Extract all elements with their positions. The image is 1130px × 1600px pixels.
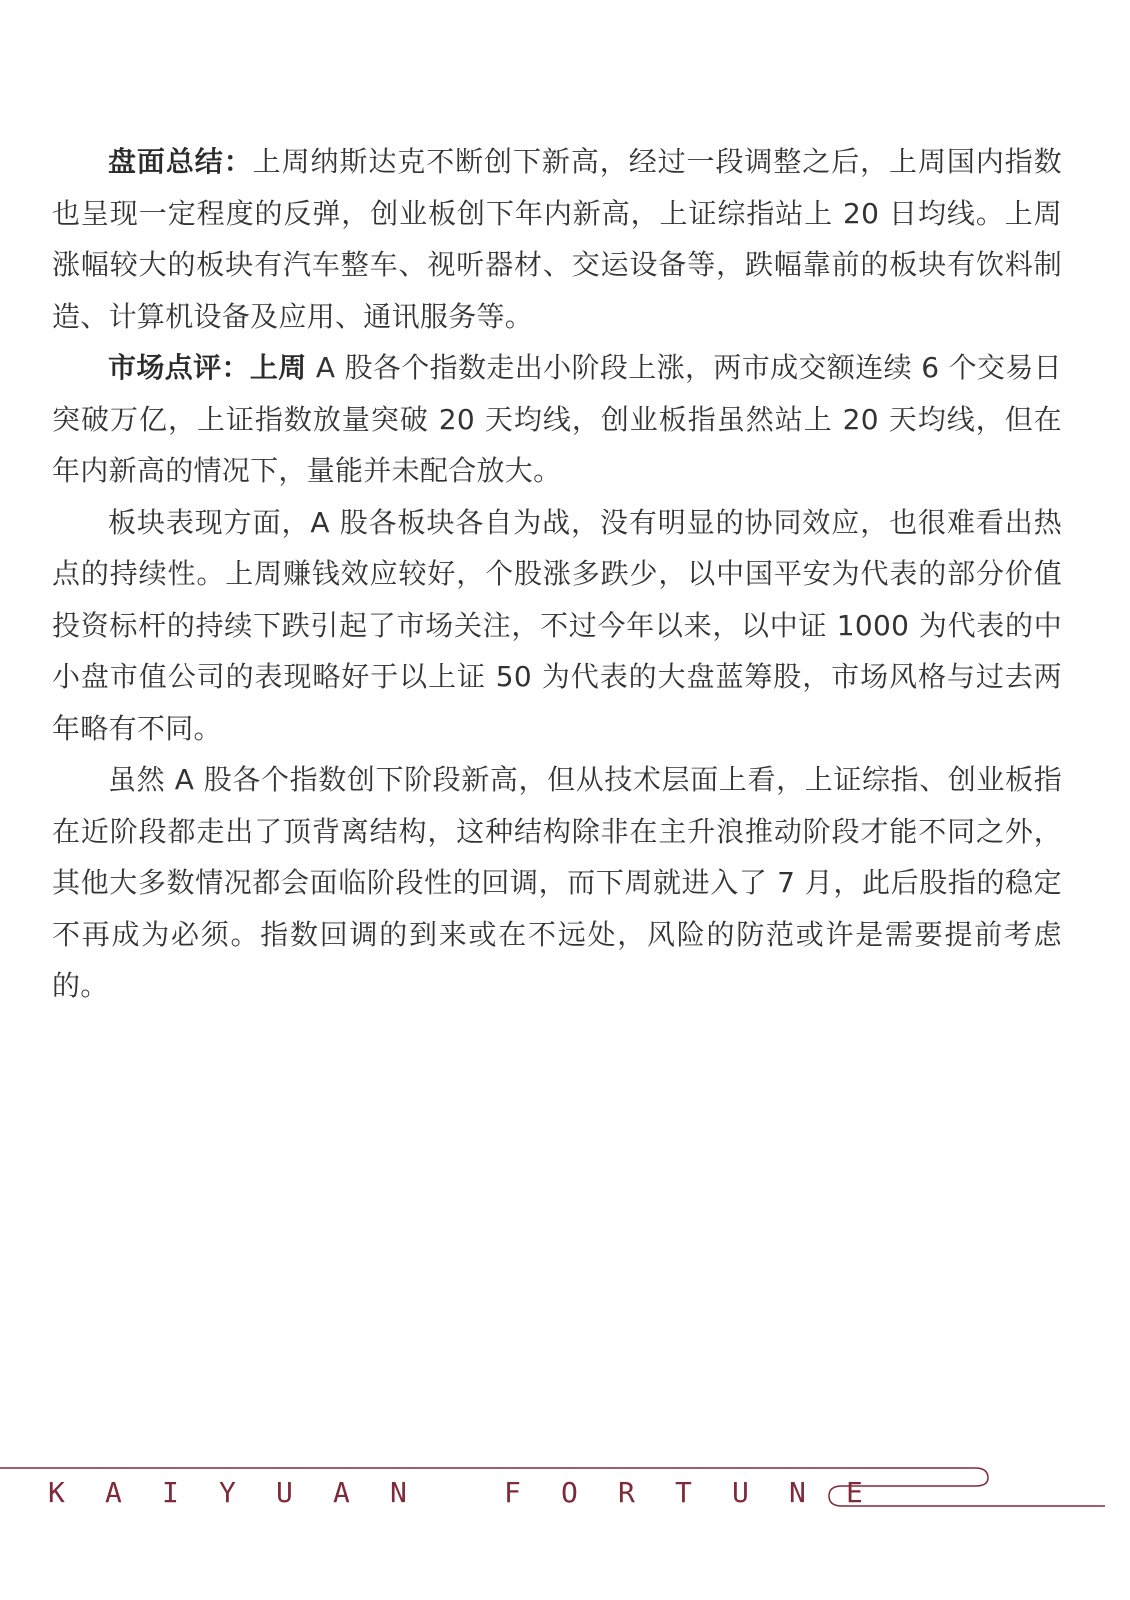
paragraph-market-summary [52, 136, 1062, 342]
brand-letter: U [276, 1476, 293, 1509]
brand-wordmark [48, 1476, 903, 1509]
brand-letter: A [105, 1476, 122, 1509]
brand-letter: N [390, 1476, 407, 1509]
brand-letter: F [504, 1476, 521, 1509]
paragraph-text: A 股各个指数走出小阶段上涨，两市成交额连续 6 个交易日突破万亿，上证指数放量突破 20 天均线，创业板指虽然站上 20 天均线，但在年内新高的情况下，量能并未配合放大。 [52, 351, 1062, 487]
brand-letter: K [48, 1476, 65, 1509]
paragraph-lead: 盘面总结： [108, 145, 253, 178]
brand-letter: Y [219, 1476, 236, 1509]
paragraph-technical-outlook [52, 754, 1062, 1012]
brand-letter: A [333, 1476, 350, 1509]
paragraph-market-comment [52, 342, 1062, 497]
paragraph-sector-performance [52, 497, 1062, 755]
article-body [52, 136, 1062, 1012]
brand-letter: T [675, 1476, 692, 1509]
paragraph-text: 板块表现方面，A 股各板块各自为战，没有明显的协同效应，也很难看出热点的持续性。上周赚钱效应较好，个股涨多跌少，以中国平安为代表的部分价值投资标杆的持续下跌引起了市场关注，不过今年以来，以中证 1000 为代表的中小盘市值公司的表现略好于以上证 50 为代表的大盘蓝筹股，市场风格与过去两年略有不同。 [52, 505, 1062, 745]
brand-letter: R [618, 1476, 635, 1509]
paragraph-lead: 市场点评：上周 [108, 351, 307, 384]
page-footer [0, 1455, 1130, 1535]
paragraph-text: 虽然 A 股各个指数创下阶段新高，但从技术层面上看，上证综指、创业板指在近阶段都走出了顶背离结构，这种结构除非在主升浪推动阶段才能不同之外，其他大多数情况都会面临阶段性的回调，而下周就进入了 7 月，此后股指的稳定不再成为必须。指数回调的到来或在不远处，风险的防范或许是需要提前考虑的。 [52, 763, 1062, 1002]
brand-letter: N [789, 1476, 806, 1509]
brand-letter: I [162, 1476, 179, 1509]
paragraph-text: 上周纳斯达克不断创下新高，经过一段调整之后，上周国内指数也呈现一定程度的反弹，创业板创下年内新高，上证综指站上 20 日均线。上周涨幅较大的板块有汽车整车、视听器材、交运设备等，跌幅靠前的板块有饮料制造、计算机设备及应用、通讯服务等。 [52, 145, 1062, 333]
brand-letter: O [561, 1476, 578, 1509]
brand-letter: E [846, 1476, 863, 1509]
brand-letter: U [732, 1476, 749, 1509]
